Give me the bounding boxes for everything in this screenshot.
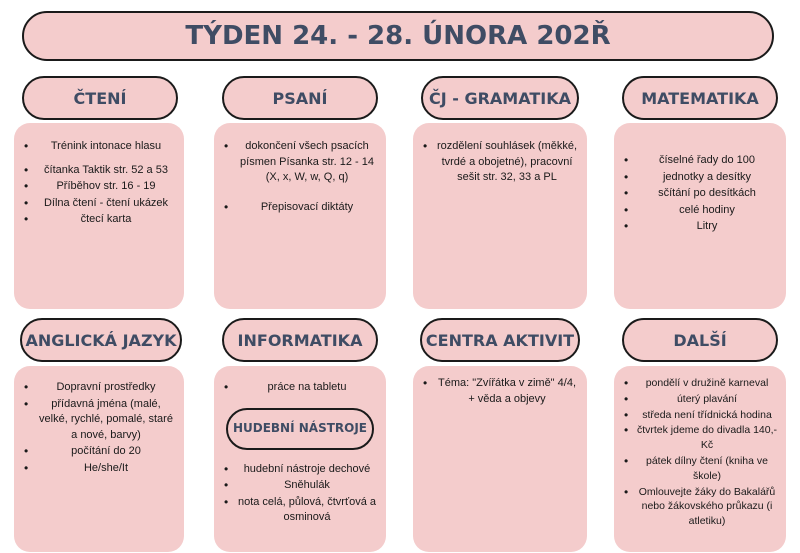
heading-centra-aktivit: CENTRA AKTIVIT (420, 318, 580, 362)
list-item: • čítanka Taktik str. 52 a 53 (22, 163, 176, 179)
heading-hudebni-nastroje: HUDEBNÍ NÁSTROJE (226, 408, 374, 450)
list-item: • pátek dílny čtení (kniha ve škole) (622, 454, 778, 484)
list-item: • úterý plavání (622, 392, 778, 407)
heading-psani: PSANÍ (222, 76, 378, 120)
list-item: • čtvrtek jdeme do divadla 140,-Kč (622, 423, 778, 453)
card-centra-aktivit (413, 366, 587, 552)
card-dalsi (614, 366, 786, 552)
list-item: • přídavná jména (malé, velké, rychlé, pomalé, staré a nové, barvy) (22, 397, 176, 444)
card-gramatika (413, 123, 587, 309)
list-item: • čtecí karta (22, 212, 176, 228)
list-item: • Dílna čtení - čtení ukázek (22, 196, 176, 212)
list-item: • hudební nástroje dechové (222, 462, 378, 478)
list-item: • práce na tabletu (222, 380, 378, 396)
heading-informatika: INFORMATIKA (222, 318, 378, 362)
list-item: • rozdělení souhlásek (měkké, tvrdé a obojetné), pracovní sešit str. 32, 33 a PL (421, 139, 579, 186)
heading-matematika: MATEMATIKA (622, 76, 778, 120)
list-item: • Přepisovací diktáty (222, 200, 378, 216)
list-item: • pondělí v družině karneval (622, 376, 778, 391)
card-anglictina (14, 366, 184, 552)
list-item: • dokončení všech psacích písmen Písanka str. 12 - 14 (X, x, W, w, Q, q) (222, 139, 378, 186)
list-item: • Omlouvejte žáky do Bakalářů nebo žákovského průkazu (i atletiku) (622, 485, 778, 529)
list-item: • Trénink intonace hlasu (22, 139, 176, 155)
card-matematika (614, 123, 786, 309)
page-title: TÝDEN 24. - 28. ÚNORA 202Ř (22, 11, 774, 61)
list-item: • číselné řady do 100 (622, 153, 778, 169)
list-item: • Téma: "Zvířátka v zimě" 4/4, + věda a objevy (421, 376, 579, 407)
list-item: • počítání do 20 (22, 444, 176, 460)
list-item: • Litry (622, 219, 778, 235)
list-item: • He/she/It (22, 461, 176, 477)
list-item: • jednotky a desítky (622, 170, 778, 186)
card-cteni (14, 123, 184, 309)
list-item: • Příběhov str. 16 - 19 (22, 179, 176, 195)
list-item: • Sněhulák (222, 478, 378, 494)
heading-cteni: ČTENÍ (22, 76, 178, 120)
heading-dalsi: DALŠÍ (622, 318, 778, 362)
list-item: • Dopravní prostředky (22, 380, 176, 396)
card-informatika (214, 366, 386, 552)
heading-gramatika: ČJ - GRAMATIKA (421, 76, 579, 120)
list-item: • celé hodiny (622, 203, 778, 219)
list-item: • sčítání po desítkách (622, 186, 778, 202)
list-item: • nota celá, půlová, čtvrťová a osminová (222, 495, 378, 526)
heading-anglictina: ANGLICKÁ JAZYK (20, 318, 182, 362)
list-item: • středa není třídnická hodina (622, 408, 778, 423)
card-psani (214, 123, 386, 309)
